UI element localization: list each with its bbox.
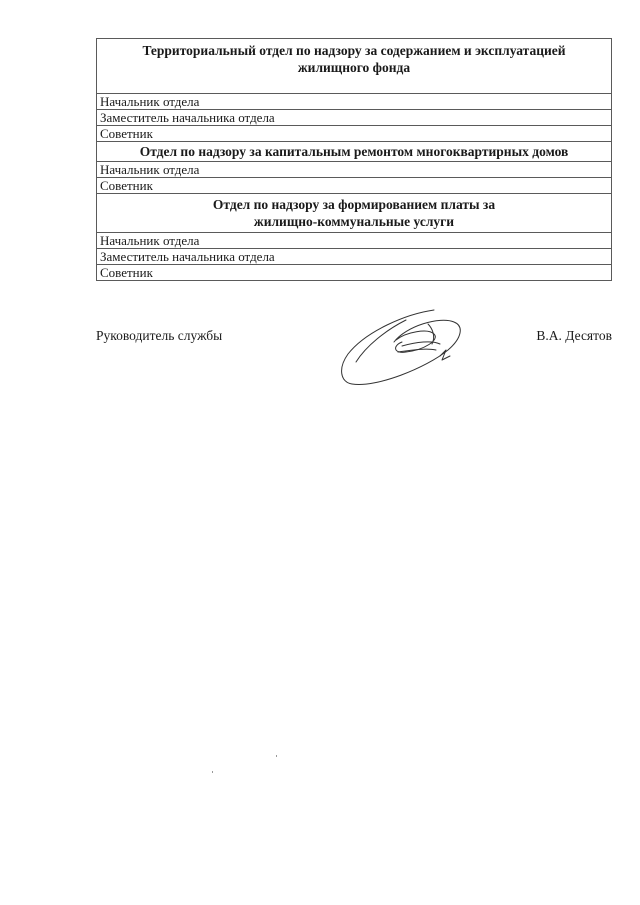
position-row — [97, 126, 612, 142]
section-heading-line: Отдел по надзору за капитальным ремонтом многоквартирных домов — [139, 144, 569, 159]
section-heading-line: жилищно-коммунальные услуги — [253, 214, 455, 229]
scan-artifact-dot — [276, 755, 277, 757]
signatory-title: Руководитель службы — [96, 328, 223, 343]
scan-artifact-dot — [212, 771, 213, 773]
position-row — [97, 233, 612, 249]
section-heading-line: Территориальный отдел по надзору за содержанием и эксплуатацией — [142, 43, 566, 58]
position-cell: Советник — [97, 126, 612, 142]
position-cell: Советник — [97, 265, 612, 281]
position-row — [97, 162, 612, 178]
section-heading — [97, 142, 612, 162]
staff-positions-table — [96, 38, 612, 281]
position-cell: Советник — [97, 178, 612, 194]
position-row — [97, 94, 612, 110]
signatory-name: В.А. Десятов — [536, 328, 612, 343]
section-heading — [97, 194, 612, 233]
position-cell: Заместитель начальника отдела — [97, 249, 612, 265]
position-row — [97, 249, 612, 265]
position-row — [97, 178, 612, 194]
position-cell: Начальник отдела — [97, 162, 612, 178]
section-heading-row — [97, 142, 612, 162]
section-heading-row — [97, 194, 612, 233]
section-heading — [97, 39, 612, 94]
position-row — [97, 110, 612, 126]
section-heading-line: Отдел по надзору за формированием платы за — [212, 197, 496, 212]
position-row — [97, 265, 612, 281]
position-cell: Заместитель начальника отдела — [97, 110, 612, 126]
position-cell: Начальник отдела — [97, 94, 612, 110]
section-heading-line: жилищного фонда — [297, 60, 411, 75]
position-cell: Начальник отдела — [97, 233, 612, 249]
handwritten-signature-icon — [336, 306, 476, 388]
section-heading-row — [97, 39, 612, 94]
